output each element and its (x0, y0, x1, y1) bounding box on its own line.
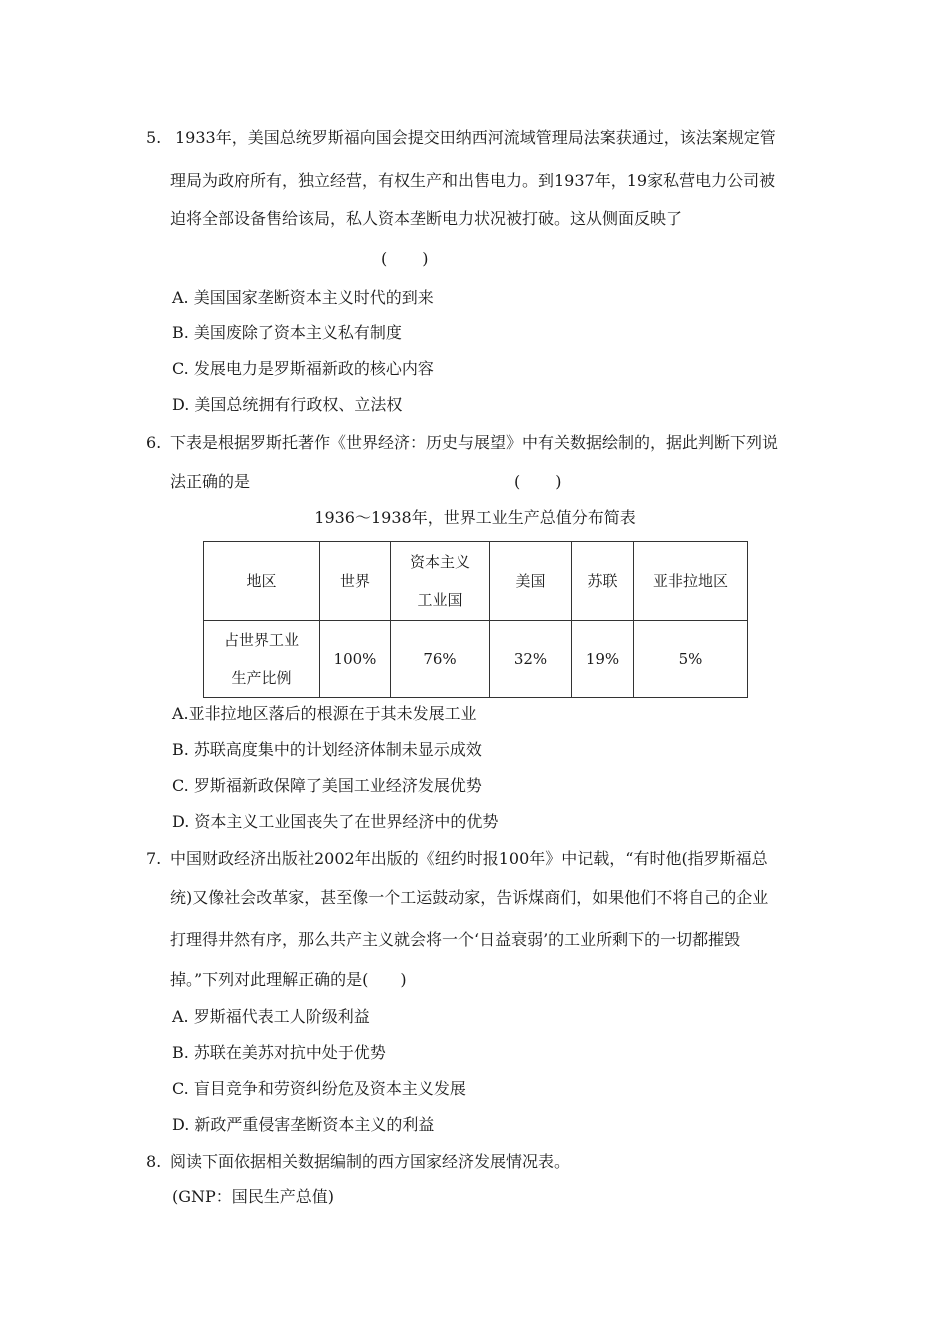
industrial-output-table (203, 541, 748, 698)
header-region: 地区 (204, 542, 320, 621)
header-capitalist-industrial: 资本主义 工业国 (391, 542, 490, 621)
q7-line-2: 统)又像社会改革家，甚至像一个工运鼓动家，告诉煤商们，如果他们不将自己的企业 (170, 888, 769, 907)
q8-note: (GNP：国民生产总值) (172, 1187, 335, 1206)
q7-option-d: D. 新政严重侵害垄断资本主义的利益 (172, 1115, 435, 1134)
value-ussr: 19% (572, 621, 634, 698)
q6-option-a: A.亚非拉地区落后的根源在于其未发展工业 (172, 704, 477, 723)
q7-number: 7. (146, 849, 162, 868)
q5-line-2: 理局为政府所有，独立经营，有权生产和出售电力。到1937年，19家私营电力公司被 (170, 171, 776, 190)
q6-answer-paren: ( ) (514, 472, 563, 491)
q7-line-1: 中国财政经济出版社2002年出版的《纽约时报100年》中记载，“有时他(指罗斯福总 (170, 849, 768, 868)
q5-line-3: 迫将全部设备售给该局，私人资本垄断电力状况被打破。这从侧面反映了 (170, 209, 683, 228)
q5-answer-paren: ( ) (381, 249, 430, 268)
q6-option-c: C. 罗斯福新政保障了美国工业经济发展优势 (172, 776, 482, 795)
q6-option-b: B. 苏联高度集中的计划经济体制未显示成效 (172, 740, 482, 759)
value-asia-africa-latam: 5% (634, 621, 748, 698)
q7-option-c: C. 盲目竞争和劳资纠纷危及资本主义发展 (172, 1079, 466, 1098)
q5-option-a: A. 美国国家垄断资本主义时代的到来 (172, 288, 434, 307)
header-ussr: 苏联 (572, 542, 634, 621)
table-header-row (204, 542, 748, 621)
value-world: 100% (320, 621, 391, 698)
table-data-row (204, 621, 748, 698)
header-usa: 美国 (490, 542, 572, 621)
value-usa: 32% (490, 621, 572, 698)
q6-option-d: D. 资本主义工业国丧失了在世界经济中的优势 (172, 812, 499, 831)
q8-number: 8. (146, 1152, 162, 1171)
q5-option-b: B. 美国废除了资本主义私有制度 (172, 323, 402, 342)
q7-option-b: B. 苏联在美苏对抗中处于优势 (172, 1043, 386, 1062)
header-asia-africa-latam: 亚非拉地区 (634, 542, 748, 621)
q7-option-a: A. 罗斯福代表工人阶级利益 (172, 1007, 370, 1026)
q5-line-1: 1933年，美国总统罗斯福向国会提交田纳西河流域管理局法案获通过，该法案规定管 (175, 128, 776, 147)
q5-number: 5. (146, 128, 162, 147)
row-label: 占世界工业 生产比例 (204, 621, 320, 698)
q7-line-3: 打理得井然有序，那么共产主义就会将一个‘日益衰弱’的工业所剩下的一切都摧毁 (170, 930, 741, 949)
header-world: 世界 (320, 542, 391, 621)
q6-number: 6. (146, 433, 162, 452)
value-capitalist-industrial: 76% (391, 621, 490, 698)
q7-line-4: 掉。”下列对此理解正确的是( ) (170, 970, 407, 989)
q5-option-c: C. 发展电力是罗斯福新政的核心内容 (172, 359, 434, 378)
q6-line-1: 下表是根据罗斯托著作《世界经济：历史与展望》中有关数据绘制的，据此判断下列说 (170, 433, 779, 452)
table-title: 1936～1938年，世界工业生产总值分布简表 (314, 508, 636, 527)
q6-line-2: 法正确的是 (170, 472, 251, 491)
q5-option-d: D. 美国总统拥有行政权、立法权 (172, 395, 403, 414)
q8-line-1: 阅读下面依据相关数据编制的西方国家经济发展情况表。 (170, 1152, 571, 1171)
